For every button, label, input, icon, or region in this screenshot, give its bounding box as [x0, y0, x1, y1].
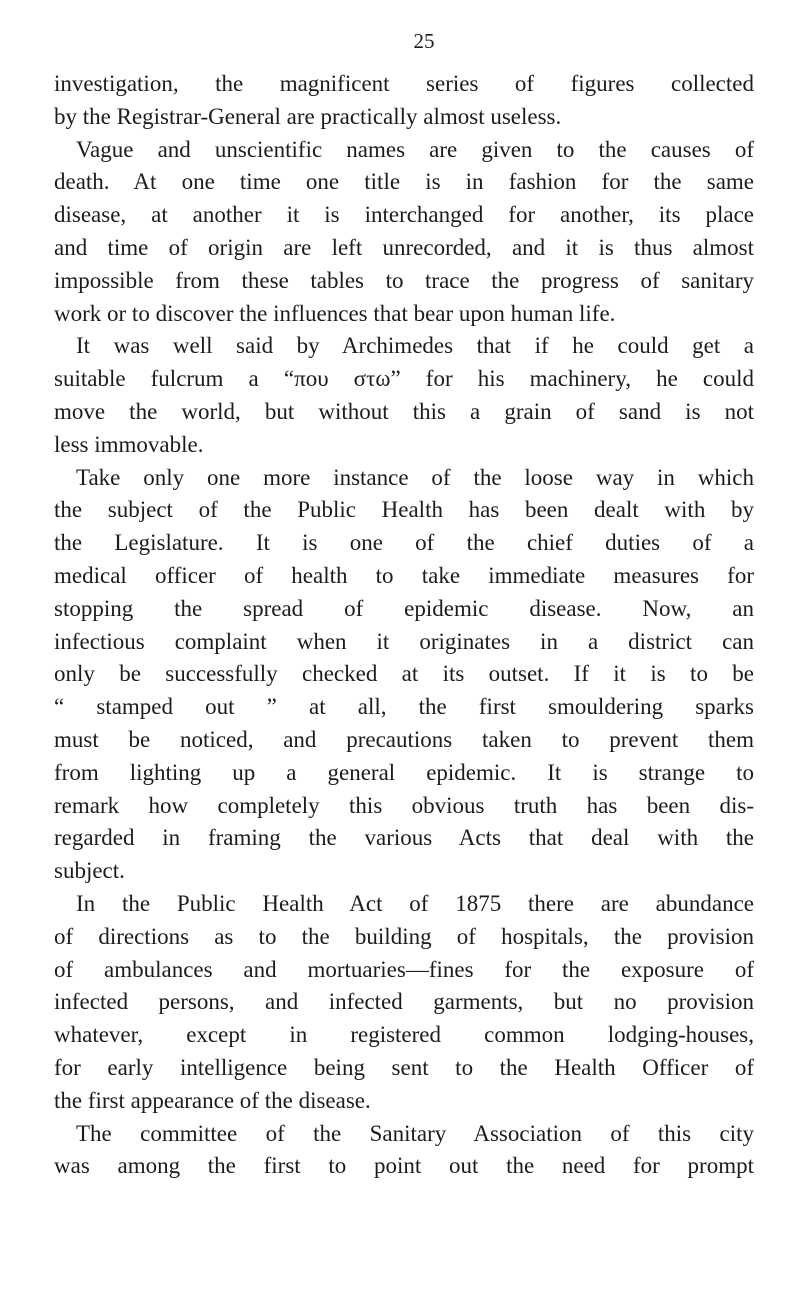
text-line: from lighting up a general epidemic. It is strange to: [54, 759, 754, 785]
text-line: must be noticed, and precautions taken to prevent them: [54, 726, 754, 752]
text-line: infected persons, and infected garments, but no provision: [54, 989, 754, 1015]
text-line: suitable fulcrum a “που στω” for his machinery, he could: [54, 366, 754, 392]
document-page: [54, 26, 754, 1183]
paragraph: [54, 68, 754, 134]
text-line: less immovable.: [54, 431, 204, 457]
paragraph: [54, 330, 754, 461]
text-line: and time of origin are left unrecorded, and it is thus almost: [54, 234, 754, 260]
text-line: investigation, the magnificent series of figures collected: [54, 71, 754, 96]
text-line: disease, at another it is interchanged for another, its place: [54, 202, 754, 228]
text-line: whatever, except in registered common lodging-houses,: [54, 1022, 754, 1048]
text-line: only be successfully checked at its outset. If it is to be: [54, 661, 754, 687]
text-line: medical officer of health to take immediate measures for: [54, 562, 754, 588]
text-line: the subject of the Public Health has been dealt with by: [54, 497, 754, 523]
text-line: infectious complaint when it originates in a district can: [54, 628, 754, 654]
text-line: for early intelligence being sent to the Health Officer of: [54, 1054, 754, 1080]
text-line: regarded in framing the various Acts that deal with the: [54, 825, 754, 851]
body-text: [54, 68, 754, 1183]
text-line: was among the first to point out the need for prompt: [54, 1153, 754, 1179]
text-line: remark how completely this obvious truth has been dis-: [54, 792, 754, 818]
paragraph: [54, 462, 754, 888]
page-number: 25: [413, 29, 435, 53]
text-line: subject.: [54, 858, 125, 884]
text-line: the Legislature. It is one of the chief duties of a: [54, 530, 754, 556]
text-line: “ stamped out ” at all, the first smouldering sparks: [54, 694, 754, 720]
text-line: of directions as to the building of hospitals, the provision: [54, 923, 754, 949]
text-line: The committee of the Sanitary Association of this city: [76, 1120, 754, 1146]
text-line: by the Registrar-General are practically almost useless.: [54, 103, 562, 129]
text-line: the first appearance of the disease.: [54, 1087, 371, 1113]
text-line: impossible from these tables to trace the progress of sanitary: [54, 267, 754, 293]
text-line: Vague and unscientific names are given to the causes of: [76, 136, 754, 162]
text-line: In the Public Health Act of 1875 there are abundance: [76, 890, 754, 916]
paragraph: [54, 1118, 754, 1184]
paragraph: [54, 134, 754, 331]
text-line: move the world, but without this a grain of sand is not: [54, 398, 754, 424]
text-line: death. At one time one title is in fashion for the same: [54, 169, 754, 195]
paragraph: [54, 888, 754, 1118]
text-line: It was well said by Archimedes that if he could get a: [76, 333, 754, 359]
text-line: Take only one more instance of the loose way in which: [76, 464, 754, 490]
text-line: work or to discover the influences that bear upon human life.: [54, 300, 616, 326]
text-line: stopping the spread of epidemic disease. Now, an: [54, 595, 754, 621]
text-line: of ambulances and mortuaries—fines for the exposure of: [54, 956, 754, 982]
